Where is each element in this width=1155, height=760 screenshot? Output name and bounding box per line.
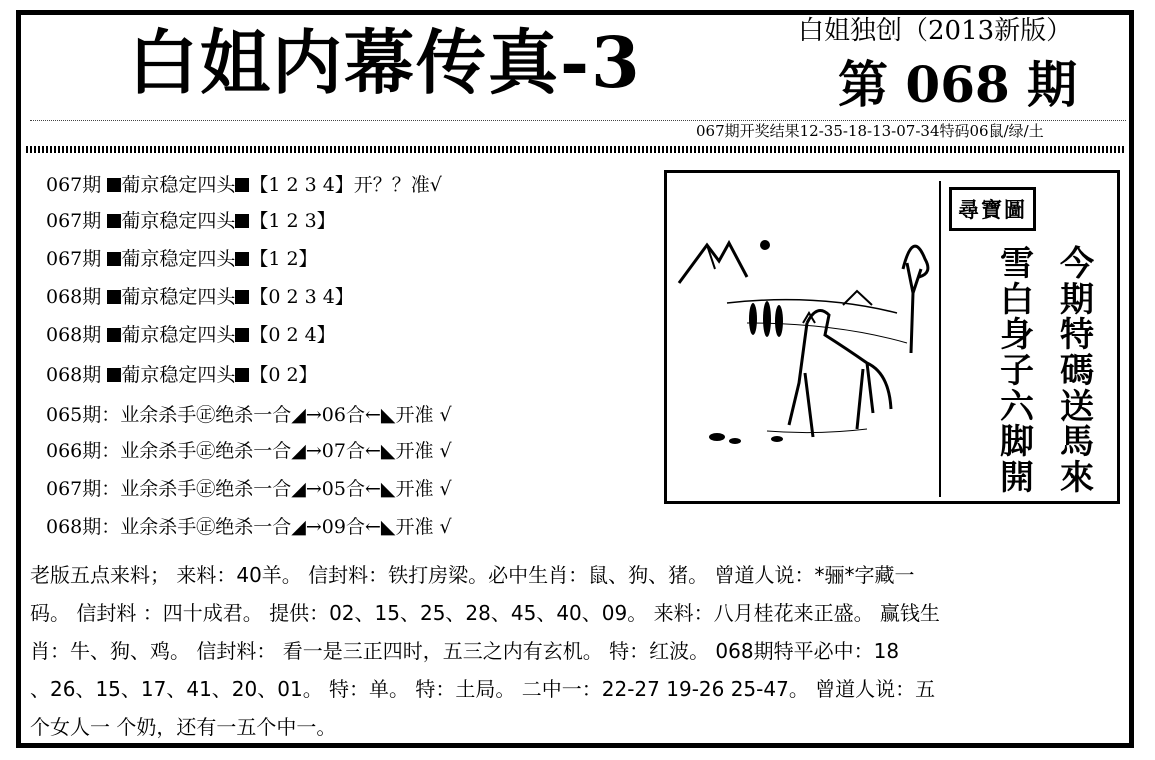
kill-row: 065期：业余杀手㊣绝杀一合◢→06合←◣开准 √ (46, 404, 452, 426)
paragraph-line: 、26、15、17、41、20、01。 特：单。 特：土局。 二中一：22-27 19-26 25-47。 曾道人说：五 (30, 677, 936, 701)
treasure-text-panel (939, 181, 1113, 497)
info-paragraph (30, 556, 1110, 746)
pick-row: 067期 葡京稳定四头 【1 2 3 4】开？？准√ (46, 174, 442, 196)
ornamental-divider (26, 146, 1126, 153)
kill-row: 067期：业余杀手㊣绝杀一合◢→05合←◣开准 √ (46, 478, 452, 500)
horse-landscape-illustration (667, 173, 937, 501)
riddle-column-1: 今期特碼送馬來 (1060, 244, 1094, 499)
treasure-label: 尋寶圖 (949, 187, 1036, 231)
issue-number: 第 068 期 (838, 55, 1078, 114)
pick-row: 067期 葡京稳定四头 【1 2 3】 (46, 210, 336, 232)
treasure-map-box (664, 170, 1120, 504)
pick-row: 068期 葡京稳定四头 【0 2 4】 (46, 324, 336, 346)
draw-results: 067期开奖结果12-35-18-13-07-34特码06鼠/绿/土 (696, 122, 1044, 140)
paragraph-line: 肖：牛、狗、鸡。 信封料： 看一是三正四时，五三之内有玄机。 特：红波。 068期特平必中：18 (30, 639, 900, 663)
subtitle: 白姐独创（2013新版） (798, 16, 1073, 46)
pick-row: 068期 葡京稳定四头 【0 2】 (46, 364, 318, 386)
page-title: 白姐内幕传真-3 (128, 21, 642, 104)
paragraph-line: 老版五点来料； 来料：40羊。 信封料：铁打房梁。必中生肖：鼠、狗、猪。 曾道人说：*骊*字藏一 (30, 563, 915, 587)
divider (30, 120, 1126, 121)
kill-row: 068期：业余杀手㊣绝杀一合◢→09合←◣开准 √ (46, 516, 452, 538)
pick-row: 068期 葡京稳定四头 【0 2 3 4】 (46, 286, 354, 308)
riddle-column-2: 雪白身子六脚開 (1000, 244, 1034, 499)
paragraph-line: 个女人一 个奶，还有一五个中一。 (30, 715, 337, 739)
pick-row: 067期 葡京稳定四头 【1 2】 (46, 248, 318, 270)
kill-row: 066期：业余杀手㊣绝杀一合◢→07合←◣开准 √ (46, 440, 452, 462)
paragraph-line: 码。 信封料 ：四十成君。 提供：02、15、25、28、45、40、09。 来料：八月桂花来正盛。 赢钱生 (30, 601, 940, 625)
